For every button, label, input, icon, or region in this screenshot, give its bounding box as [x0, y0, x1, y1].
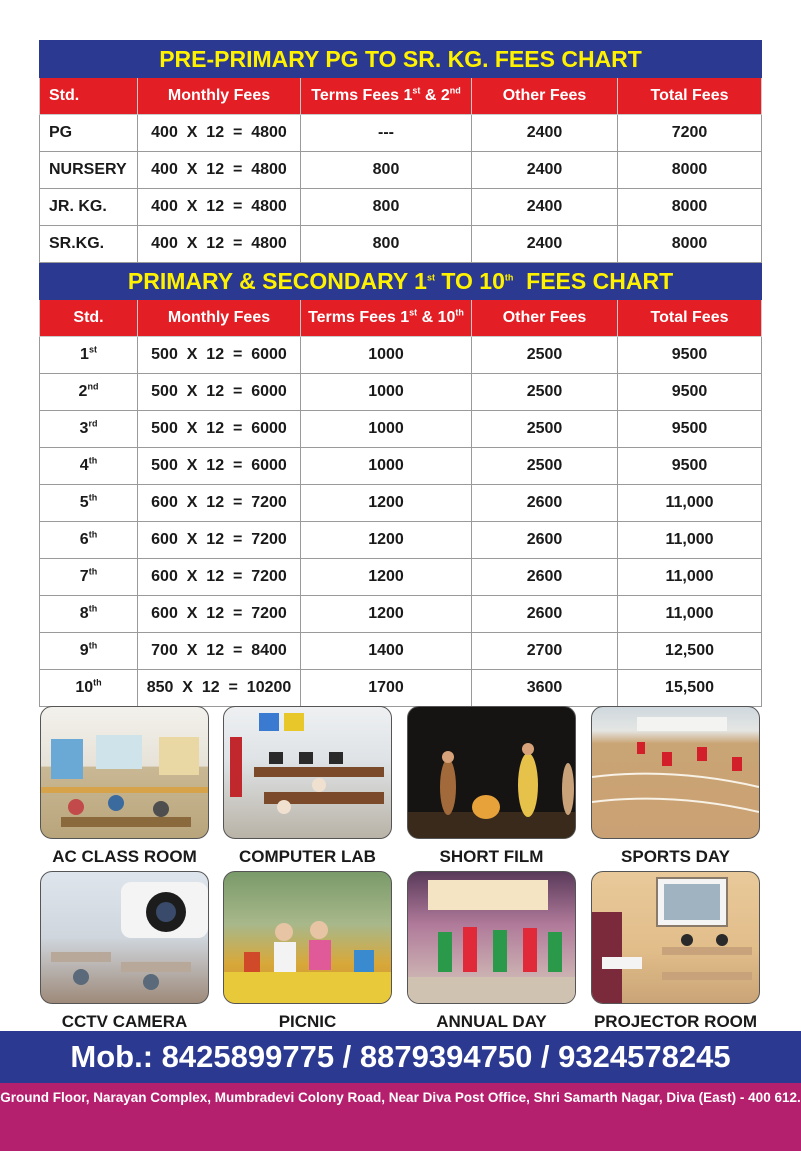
table-row — [40, 633, 762, 670]
terms-cell: 800 — [301, 189, 472, 226]
total-cell: 8000 — [618, 226, 762, 263]
preprimary-title-row — [40, 41, 762, 78]
terms-cell: 1000 — [301, 337, 472, 374]
monthly-cell: 600 X 12 = 7200 — [138, 522, 301, 559]
std-cell: 10th — [40, 670, 138, 707]
terms-cell: 1400 — [301, 633, 472, 670]
monthly-cell: 850 X 12 = 10200 — [138, 670, 301, 707]
terms-cell: 1200 — [301, 559, 472, 596]
table-row — [40, 448, 762, 485]
table-row — [40, 670, 762, 707]
computer-lab-photo — [223, 706, 392, 839]
monthly-cell: 600 X 12 = 7200 — [138, 485, 301, 522]
terms-cell: 1200 — [301, 485, 472, 522]
terms-cell: --- — [301, 115, 472, 152]
std-cell: 8th — [40, 596, 138, 633]
monthly-cell: 500 X 12 = 6000 — [138, 448, 301, 485]
header-total-fees: Total Fees — [618, 78, 762, 115]
cctv-camera-caption: CCTV CAMERA — [61, 1012, 188, 1031]
ac-class-room-photo — [40, 706, 209, 839]
picnic-caption: PICNIC — [278, 1012, 337, 1031]
std-cell: 1st — [40, 337, 138, 374]
std-cell: NURSERY — [40, 152, 138, 189]
total-cell: 12,500 — [618, 633, 762, 670]
projector-room-photo — [591, 871, 760, 1004]
other-cell: 2400 — [472, 226, 618, 263]
monthly-cell: 400 X 12 = 4800 — [138, 226, 301, 263]
header-total-fees: Total Fees — [618, 300, 762, 337]
std-cell: 3rd — [40, 411, 138, 448]
picnic-photo — [223, 871, 392, 1004]
preprimary-title: PRE-PRIMARY PG TO SR. KG. FEES CHART — [40, 41, 762, 78]
footer-address-band — [0, 1083, 801, 1151]
monthly-cell: 400 X 12 = 4800 — [138, 152, 301, 189]
monthly-cell: 500 X 12 = 6000 — [138, 374, 301, 411]
table-row — [40, 374, 762, 411]
total-cell: 9500 — [618, 337, 762, 374]
total-cell: 9500 — [618, 448, 762, 485]
monthly-cell: 700 X 12 = 8400 — [138, 633, 301, 670]
ac-class-room-caption: AC CLASS ROOM — [52, 847, 197, 866]
gallery-sports-day — [591, 706, 760, 867]
monthly-cell: 600 X 12 = 7200 — [138, 559, 301, 596]
other-cell: 2400 — [472, 152, 618, 189]
total-cell: 11,000 — [618, 522, 762, 559]
gallery-ac-class-room — [40, 706, 209, 867]
other-cell: 2600 — [472, 522, 618, 559]
total-cell: 11,000 — [618, 596, 762, 633]
table-row — [40, 522, 762, 559]
terms-cell: 1000 — [301, 448, 472, 485]
table-row — [40, 411, 762, 448]
header-std: Std. — [40, 78, 138, 115]
monthly-cell: 500 X 12 = 6000 — [138, 337, 301, 374]
mobile-numbers: Mob.: 8425899775 / 8879394750 / 9324578245 — [0, 1031, 801, 1083]
total-cell: 11,000 — [618, 559, 762, 596]
annual-day-caption: ANNUAL DAY — [436, 1012, 547, 1031]
total-cell: 7200 — [618, 115, 762, 152]
monthly-cell: 400 X 12 = 4800 — [138, 115, 301, 152]
table-row — [40, 115, 762, 152]
terms-cell: 1000 — [301, 411, 472, 448]
cctv-camera-photo — [40, 871, 209, 1004]
primary-title: PRIMARY & SECONDARY 1st TO 10th FEES CHART — [40, 263, 762, 300]
std-cell: 6th — [40, 522, 138, 559]
header-other-fees: Other Fees — [472, 78, 618, 115]
terms-cell: 800 — [301, 226, 472, 263]
monthly-cell: 500 X 12 = 6000 — [138, 411, 301, 448]
gallery-short-film — [407, 706, 576, 867]
std-cell: 5th — [40, 485, 138, 522]
monthly-cell: 600 X 12 = 7200 — [138, 596, 301, 633]
table-row — [40, 226, 762, 263]
table-row — [40, 596, 762, 633]
std-cell: JR. KG. — [40, 189, 138, 226]
header-monthly-fees: Monthly Fees — [138, 300, 301, 337]
gallery-cctv-camera — [40, 871, 209, 1032]
header-terms-fees: Terms Fees 1st & 2nd — [301, 78, 472, 115]
terms-cell: 1000 — [301, 374, 472, 411]
other-cell: 2600 — [472, 596, 618, 633]
std-cell: 4th — [40, 448, 138, 485]
other-cell: 2500 — [472, 411, 618, 448]
terms-cell: 800 — [301, 152, 472, 189]
sports-day-photo — [591, 706, 760, 839]
address: Ground Floor, Narayan Complex, Mumbradevi Colony Road, Near Diva Post Office, Shri Samarth Nagar, Diva (East) - 400 612. — [0, 1090, 801, 1105]
terms-cell: 1200 — [301, 596, 472, 633]
primary-header-row — [40, 300, 762, 337]
fees-table — [39, 40, 762, 707]
total-cell: 8000 — [618, 152, 762, 189]
std-cell: 7th — [40, 559, 138, 596]
table-row — [40, 152, 762, 189]
primary-title-row — [40, 263, 762, 300]
preprimary-header-row — [40, 78, 762, 115]
total-cell: 8000 — [618, 189, 762, 226]
short-film-photo — [407, 706, 576, 839]
table-row — [40, 337, 762, 374]
other-cell: 2500 — [472, 374, 618, 411]
sports-day-caption: SPORTS DAY — [621, 847, 730, 866]
other-cell: 2700 — [472, 633, 618, 670]
other-cell: 2400 — [472, 115, 618, 152]
other-cell: 2600 — [472, 485, 618, 522]
total-cell: 15,500 — [618, 670, 762, 707]
std-cell: SR.KG. — [40, 226, 138, 263]
terms-cell: 1700 — [301, 670, 472, 707]
gallery-annual-day — [407, 871, 576, 1032]
other-cell: 2500 — [472, 448, 618, 485]
header-monthly-fees: Monthly Fees — [138, 78, 301, 115]
other-cell: 2500 — [472, 337, 618, 374]
other-cell: 2600 — [472, 559, 618, 596]
total-cell: 9500 — [618, 411, 762, 448]
annual-day-photo — [407, 871, 576, 1004]
primary-rows — [40, 337, 762, 707]
total-cell: 9500 — [618, 374, 762, 411]
other-cell: 3600 — [472, 670, 618, 707]
std-cell: PG — [40, 115, 138, 152]
gallery-projector-room — [591, 871, 760, 1032]
projector-room-caption: PROJECTOR ROOM — [593, 1012, 758, 1031]
total-cell: 11,000 — [618, 485, 762, 522]
table-row — [40, 189, 762, 226]
terms-cell: 1200 — [301, 522, 472, 559]
std-cell: 2nd — [40, 374, 138, 411]
short-film-caption: SHORT FILM — [439, 847, 544, 866]
gallery-computer-lab — [223, 706, 392, 867]
header-other-fees: Other Fees — [472, 300, 618, 337]
header-std: Std. — [40, 300, 138, 337]
other-cell: 2400 — [472, 189, 618, 226]
std-cell: 9th — [40, 633, 138, 670]
table-row — [40, 485, 762, 522]
table-row — [40, 559, 762, 596]
gallery-picnic — [223, 871, 392, 1032]
header-terms-fees: Terms Fees 1st & 10th — [301, 300, 472, 337]
computer-lab-caption: COMPUTER LAB — [239, 847, 376, 866]
monthly-cell: 400 X 12 = 4800 — [138, 189, 301, 226]
